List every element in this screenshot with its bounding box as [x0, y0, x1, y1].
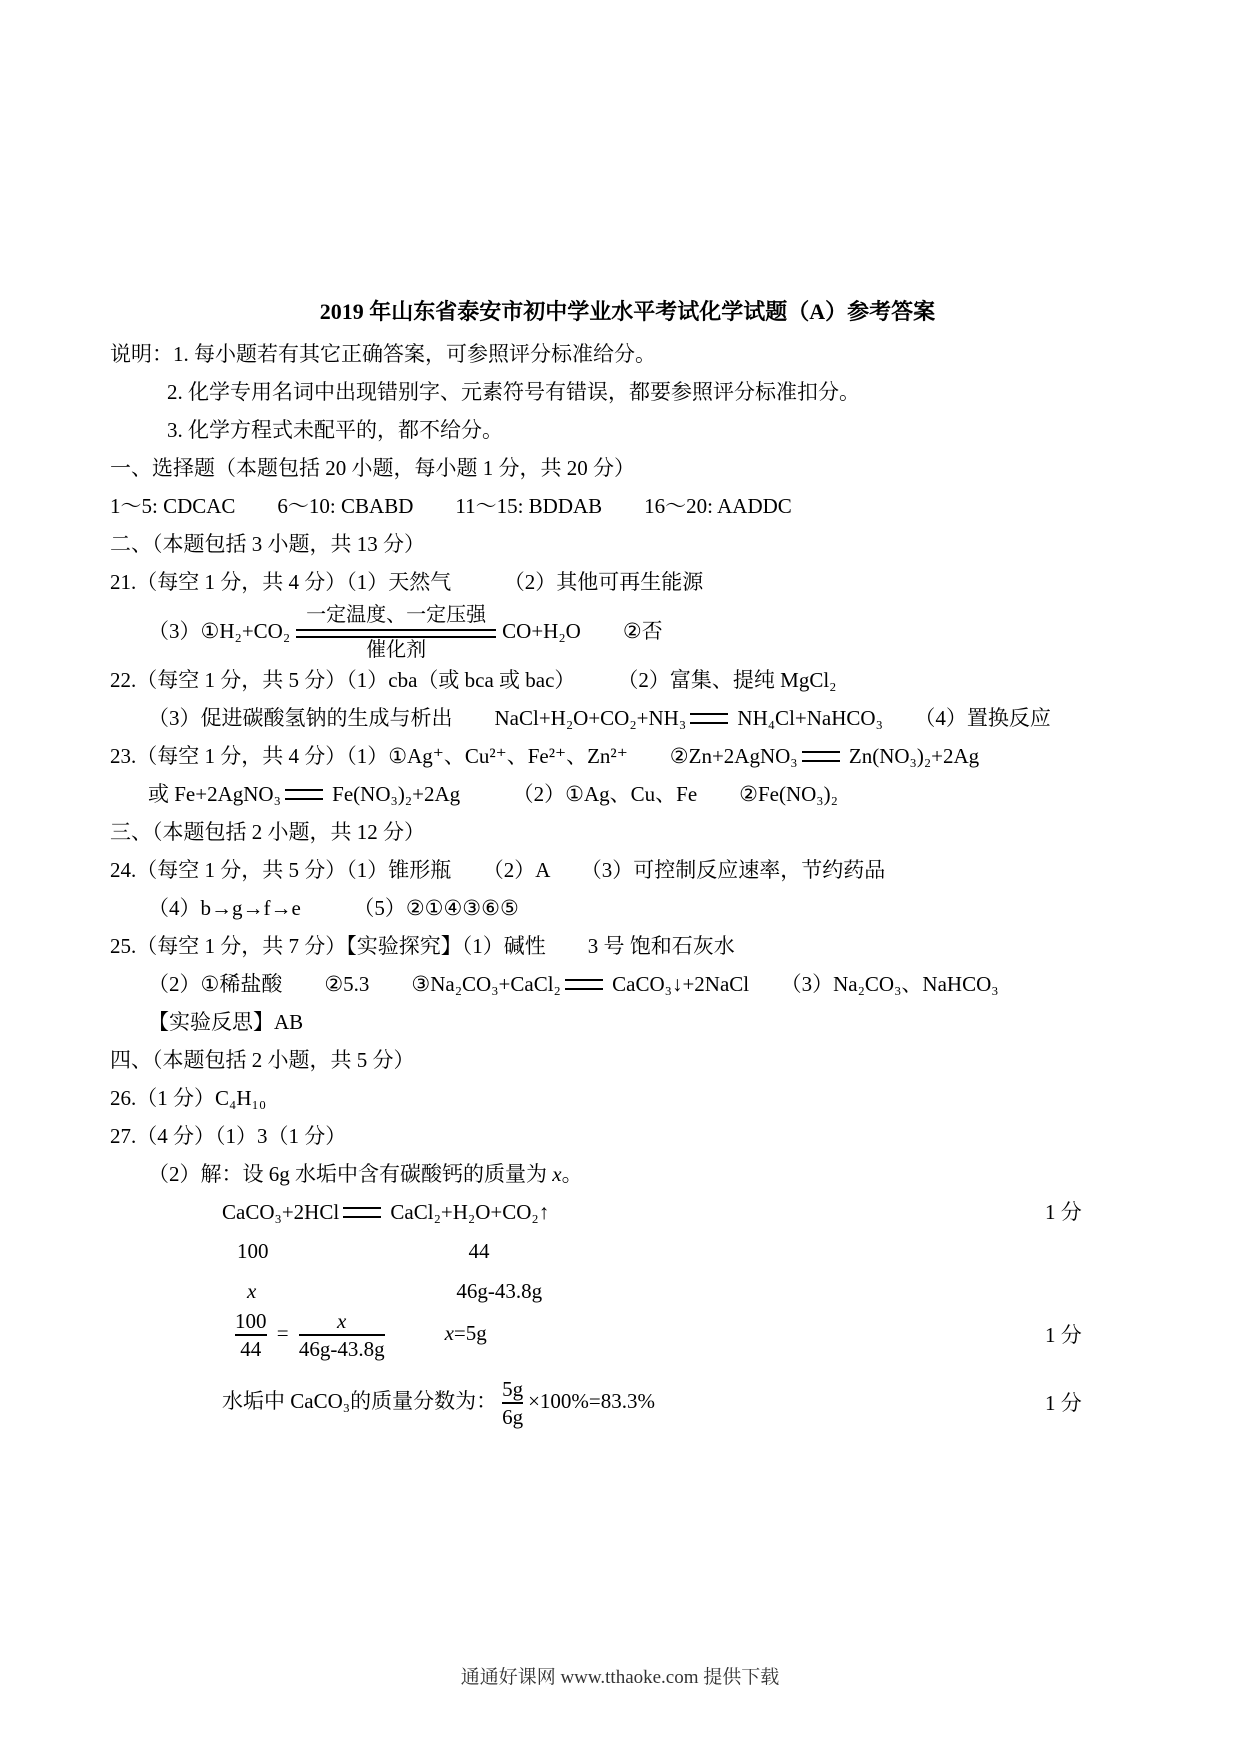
text-run: 100	[237, 1239, 269, 1263]
fraction-bar	[235, 1334, 267, 1336]
line-q26	[110, 1084, 1145, 1112]
line-q23-cont	[110, 780, 1145, 808]
text-run: 24.（每空 1 分，共 5 分）（1）锥形瓶 （2）A （3）可控制反应速率，节约药品	[110, 858, 886, 882]
text-run: 【实验反思】AB	[148, 1010, 304, 1034]
line-q22-3	[110, 704, 1145, 732]
fraction-denominator: 6g	[502, 1405, 524, 1429]
line-note-3	[110, 416, 1145, 444]
text-run: 3. 化学方程式未配平的，都不给分。	[167, 418, 503, 442]
line-choice-answers	[110, 492, 1145, 520]
line-q27-2	[110, 1160, 1145, 1188]
text-run: CO+H₂O ②否	[502, 618, 663, 643]
text-run: 44	[468, 1239, 490, 1263]
text-run: NH₄Cl+NaHCO₃ （4）置换反应	[732, 706, 1051, 730]
text-run: （3）促进碳酸氢钠的生成与析出 NaCl+H₂O+CO₂+NH₃	[148, 706, 687, 730]
line-q25-reflect	[110, 1008, 1145, 1036]
text-run: 三、（本题包括 2 小题，共 12 分）	[110, 820, 425, 844]
score-label: 1 分	[1045, 1200, 1082, 1224]
text-run: x	[444, 1320, 454, 1345]
fraction-numerator: x	[337, 1309, 347, 1333]
text-run: （2）解：设 6g 水垢中含有碳酸钙的质量为	[148, 1162, 553, 1186]
reaction-condition-line-icon	[296, 629, 496, 638]
text-run: 一、选择题（本题包括 20 小题，每小题 1 分，共 20 分）	[110, 456, 635, 480]
line-q27-x	[110, 1277, 1145, 1305]
line-q25-2	[110, 970, 1145, 998]
text-run: 46g-43.8g	[456, 1279, 543, 1303]
double-line-equals-icon	[565, 979, 603, 990]
double-line-equals-icon	[343, 1207, 381, 1218]
line-q21	[110, 568, 1145, 596]
text-run: （2）①稀盐酸 ②5.3 ③Na₂CO₃+CaCl₂	[148, 972, 561, 996]
fraction-denominator: 44	[240, 1337, 262, 1361]
line-section-2	[110, 530, 1145, 558]
spacer	[390, 1339, 445, 1340]
double-line-equals-icon	[285, 789, 323, 800]
line-q27-percent	[110, 1377, 1145, 1429]
text-run: 。	[561, 1162, 583, 1186]
fraction-denominator: 46g-43.8g	[298, 1337, 385, 1361]
text-run: =5g	[453, 1320, 487, 1345]
text-run: ×100%=83.3%	[528, 1388, 656, 1413]
double-line-equals-icon	[802, 751, 840, 762]
text-run: CaCl₂+H₂O+CO₂↑	[385, 1200, 550, 1224]
text-run: Fe(NO₃)₂+2Ag （2）①Ag、Cu、Fe ②Fe(NO₃)₂	[326, 782, 838, 806]
reaction-condition	[296, 604, 496, 662]
line-q27-mass	[110, 1237, 1145, 1265]
line-note-2	[110, 378, 1145, 406]
text-run: x	[247, 1279, 257, 1303]
text-run: CaCO₃↓+2NaCl （3）Na₂CO₃、NaHCO₃	[606, 972, 999, 996]
line-q22	[110, 666, 1145, 694]
text-run: 或 Fe+2AgNO₃	[148, 782, 281, 806]
text-run: （3）①H₂+CO₂	[148, 618, 291, 643]
fraction	[235, 1309, 267, 1361]
text-run: 21.（每空 1 分，共 4 分）（1）天然气 （2）其他可再生能源	[110, 570, 704, 594]
fraction-bar	[299, 1334, 385, 1336]
text-run: （4）b→g→f→e （5）②①④③⑥⑤	[148, 896, 519, 920]
reaction-condition-top: 一定温度、一定压强	[306, 604, 487, 626]
text-run: 二、（本题包括 3 小题，共 13 分）	[110, 532, 425, 556]
text-run: x	[552, 1162, 562, 1186]
fraction-bar	[502, 1402, 523, 1404]
text-run: 说明：1. 每小题若有其它正确答案，可参照评分标准给分。	[110, 342, 656, 366]
line-section-1	[110, 454, 1145, 482]
line-note-intro	[110, 340, 1145, 368]
line-q27-frac	[110, 1309, 1145, 1361]
line-title	[110, 297, 1145, 327]
text-run: 2019 年山东省泰安市初中学业水平考试化学试题（A）参考答案	[319, 299, 936, 324]
spacer	[269, 1257, 469, 1258]
text-run: 22.（每空 1 分，共 5 分）（1）cba（或 bca 或 bac） （2）富集、提纯 MgCl₂	[110, 668, 837, 692]
line-q24	[110, 856, 1145, 884]
reaction-condition-bottom: 催化剂	[366, 639, 427, 661]
spacer	[256, 1297, 456, 1298]
text-run: 26.（1 分）C₄H₁₀	[110, 1086, 267, 1110]
fraction	[299, 1309, 385, 1361]
text-run: 2. 化学专用名词中出现错别字、元素符号有错误，都要参照评分标准扣分。	[167, 380, 860, 404]
fraction-numerator: 5g	[502, 1377, 524, 1401]
text-run: =	[271, 1320, 294, 1345]
score-label: 1 分	[1045, 1391, 1082, 1415]
text-run: 27.（4 分）（1）3（1 分）	[110, 1124, 347, 1148]
fraction	[502, 1377, 523, 1429]
line-q24-45	[110, 894, 1145, 922]
line-q27	[110, 1122, 1145, 1150]
text-run: 水垢中 CaCO₃的质量分数为：	[222, 1388, 498, 1413]
document	[110, 297, 1145, 1440]
score-label: 1 分	[1045, 1323, 1082, 1347]
double-line-equals-icon	[690, 713, 728, 724]
line-q27-eq	[110, 1198, 1145, 1226]
fraction-numerator: 100	[235, 1309, 267, 1333]
line-section-4	[110, 1046, 1145, 1074]
text-run: 四、（本题包括 2 小题，共 5 分）	[110, 1048, 415, 1072]
line-q23	[110, 742, 1145, 770]
text-run: 23.（每空 1 分，共 4 分）（1）①Ag⁺、Cu²⁺、Fe²⁺、Zn²⁺ ②Zn+2AgNO₃	[110, 744, 798, 768]
line-q25	[110, 932, 1145, 960]
footer-watermark: 通通好课网 www.tthaoke.com 提供下载	[460, 1667, 780, 1688]
text-run: 25.（每空 1 分，共 7 分）【实验探究】（1）碱性 3 号 饱和石灰水	[110, 934, 735, 958]
text-run: Zn(NO₃)₂+2Ag	[843, 744, 980, 768]
text-run: CaCO₃+2HCl	[222, 1200, 340, 1224]
line-section-3	[110, 818, 1145, 846]
text-run: 1～5: CDCAC 6～10: CBABD 11～15: BDDAB 16～20: AADDC	[110, 494, 792, 518]
line-q21-3	[110, 604, 1145, 662]
